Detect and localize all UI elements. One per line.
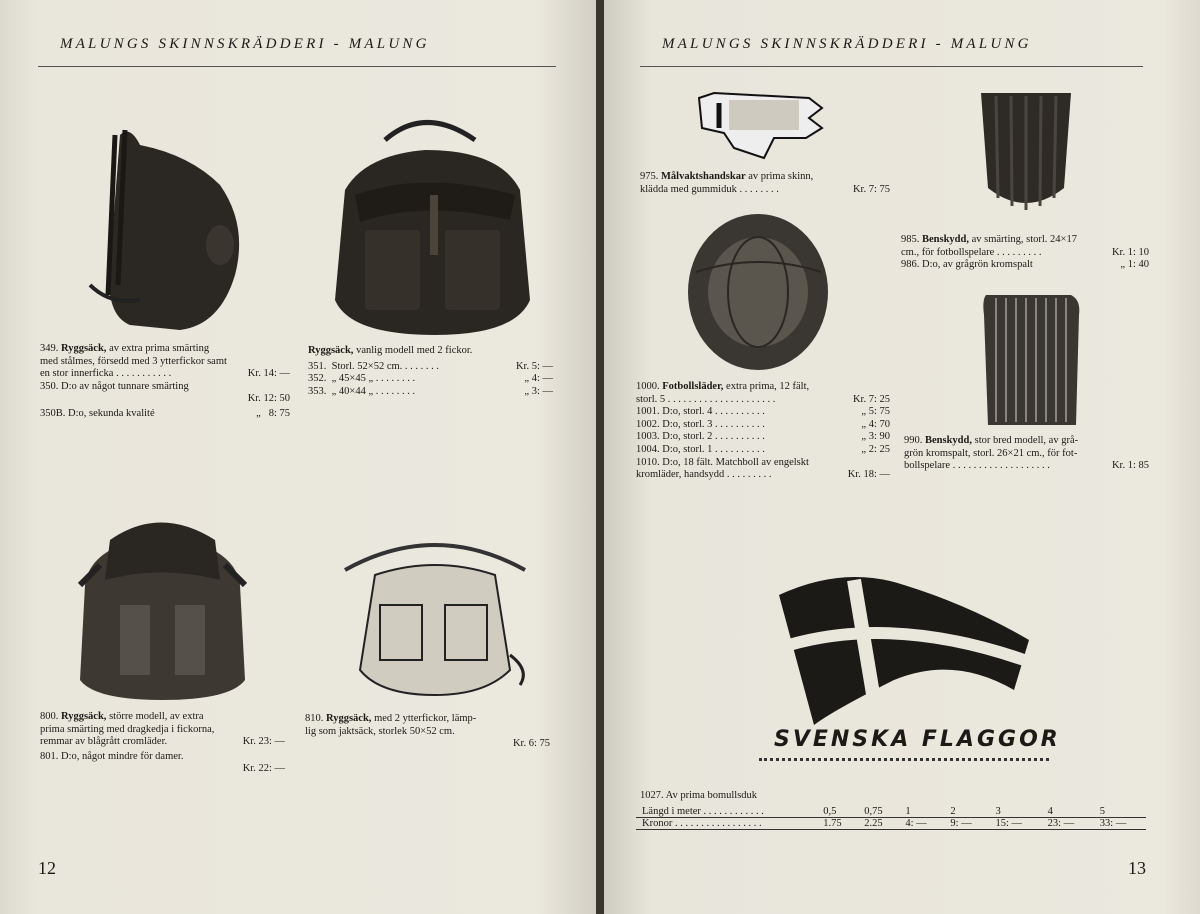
page-header: MALUNGS SKINNSKRÄDDERI - MALUNG [662, 36, 1032, 52]
flag-banner-text: SVENSKA FLAGGOR [774, 727, 1061, 752]
item-349-price: Kr. 14: — [247, 368, 290, 380]
item-349-text: 349. Ryggsäck, av extra prima smärting med stålmes, försedd med 3 ytterfickor samt en stor innerficka . . . . . . . . . . . Kr. 14: — 350. D:o av något tunnare smärting Kr. 12: 50 350B. D:o, sekunda kvalité „ 8: 75 [40, 343, 290, 419]
price-row-1001: 1001. D:o, storl. 4 . . . . . . . . . . „ 5: 75 [636, 406, 890, 418]
right-page [604, 0, 1200, 914]
page-number-left: 12 [38, 858, 56, 878]
length-cell: 5 [1099, 806, 1106, 817]
price-row-353: 353. „ 40×44 „ . . . . . . . . „ 3: — [308, 385, 553, 397]
item-985-text: 985. Benskydd, av smärting, storl. 24×17 cm., för fotbollspelare . . . . . . . . . Kr. 1: 10 986. D:o, av grågrön kromspalt „ 1: 40 [901, 234, 1149, 271]
price-cell: 4: — [905, 818, 927, 829]
page-number-right: 13 [1128, 858, 1146, 878]
price-cell: 23: — [1047, 818, 1075, 829]
item-801-price: Kr. 22: — [242, 763, 285, 775]
backpack-351-illustration [325, 100, 540, 340]
price-row-352: 352. „ 45×45 „ . . . . . . . . „ 4: — [308, 373, 553, 385]
length-cell: 1 [905, 806, 911, 817]
backpack-810-illustration [335, 530, 535, 700]
item-1010-price: Kr. 18: — [847, 469, 890, 481]
swedish-flag-illustration [774, 560, 1034, 730]
header-rule [640, 66, 1143, 67]
price-row-351: 351. Storl. 52×52 cm. . . . . . . . Kr. 5: — [308, 360, 553, 372]
left-page [0, 0, 596, 914]
header-rule [38, 66, 556, 67]
item-350-price: Kr. 12: 50 [247, 393, 290, 405]
price-row-1002: 1002. D:o, storl. 3 . . . . . . . . . . „ 4: 70 [636, 418, 890, 430]
length-cell: 2 [950, 806, 956, 817]
item-985-price: Kr. 1: 10 [1111, 246, 1149, 258]
item-1027-text: 1027. Av prima bomullsduk [640, 790, 758, 801]
length-cell: 0,75 [864, 806, 883, 817]
price-cell: 15: — [995, 818, 1023, 829]
item-810-text: 810. Ryggsäck, med 2 ytterfickor, lämp- lig som jaktsäck, storlek 50×52 cm. Kr. 6: 75 [305, 713, 550, 750]
page-header: MALUNGS SKINNSKRÄDDERI - MALUNG [60, 36, 430, 52]
length-cell: 4 [1047, 806, 1053, 817]
football-text: 1000. Fotbollsläder, extra prima, 12 fält, storl. 5 . . . . . . . . . . . . . . . . . . . . . Kr. 7: 25 1001. D:o, storl. 4 . . . . . . . . . . „ 5: 75 1002. D:o, storl. 3 . . . . . . . . . . „ 4: 70 1003. D:o, storl. 2 . . . . . . . . . . „ 3: 90 1004. D:o, storl. 1 . . . . . . . . . . „ 2: 25 1010. D:o, 18 fält. Matchboll av engelskt kromläder, handsydd . . . . . . . . . Kr. 18: — [636, 381, 890, 481]
item-800-text: 800. Ryggsäck, större modell, av extra prima smärting med dragkedja i fickorna, remmar av blågrått cromläder. Kr. 23: — 801. D:o, något mindre för damer. Kr. 22: — [40, 711, 285, 775]
item-990-text: 990. Benskydd, stor bred modell, av grå- grön kromspalt, storl. 26×21 cm., för fot- bollspelare . . . . . . . . . . . . . . . . . . . Kr. 1: 85 [904, 435, 1149, 472]
flag-banner-underline [759, 758, 1049, 766]
shin-guard-985-illustration [976, 88, 1076, 218]
price-cell: 2.25 [864, 818, 883, 829]
backpack-349-illustration [70, 115, 255, 340]
item-975-text: 975. Målvaktshandskar av prima skinn, klädda med gummiduk . . . . . . . . Kr. 7: 75 [640, 171, 890, 195]
length-cell: 0,5 [823, 806, 837, 817]
price-row-1004: 1004. D:o, storl. 1 . . . . . . . . . . „ 2: 25 [636, 443, 890, 455]
price-cell: 1.75 [823, 818, 842, 829]
flag-price-table [636, 806, 1146, 830]
price-row-1000: storl. 5 . . . . . . . . . . . . . . . . . . . . . Kr. 7: 25 [636, 393, 890, 405]
price-row: Kronor . . . . . . . . . . . . . . . . . 1.75 2.25 4: — 9: — 15: — 23: — 33: — [636, 818, 1146, 830]
price-row-1003: 1003. D:o, storl. 2 . . . . . . . . . . „ 3: 90 [636, 431, 890, 443]
item-810-price: Kr. 6: 75 [512, 738, 550, 750]
shin-guard-990-illustration [976, 290, 1086, 430]
ryggsack-351-text: Ryggsäck, vanlig modell med 2 fickor. 351. Storl. 52×52 cm. . . . . . . . Kr. 5: — 352. „ 45×45 „ . . . . . . . . „ 4: — 353. „ 40×44 „ . . . . . . . . „ 3: — [308, 345, 553, 397]
price-cell: 9: — [950, 818, 972, 829]
price-cell: 33: — [1099, 818, 1127, 829]
item-986-price: „ 1: 40 [1120, 259, 1149, 271]
book-spine [596, 0, 604, 914]
backpack-800-illustration [70, 505, 255, 700]
football-illustration [686, 212, 831, 372]
length-row: Längd i meter . . . . . . . . . . . . 0,5 0,75 1 2 3 4 5 [636, 806, 1146, 818]
goalkeeper-glove-illustration [694, 88, 829, 163]
length-cell: 3 [995, 806, 1001, 817]
item-975-price: Kr. 7: 75 [852, 183, 890, 195]
item-800-price: Kr. 23: — [242, 736, 285, 748]
item-990-price: Kr. 1: 85 [1111, 460, 1149, 472]
